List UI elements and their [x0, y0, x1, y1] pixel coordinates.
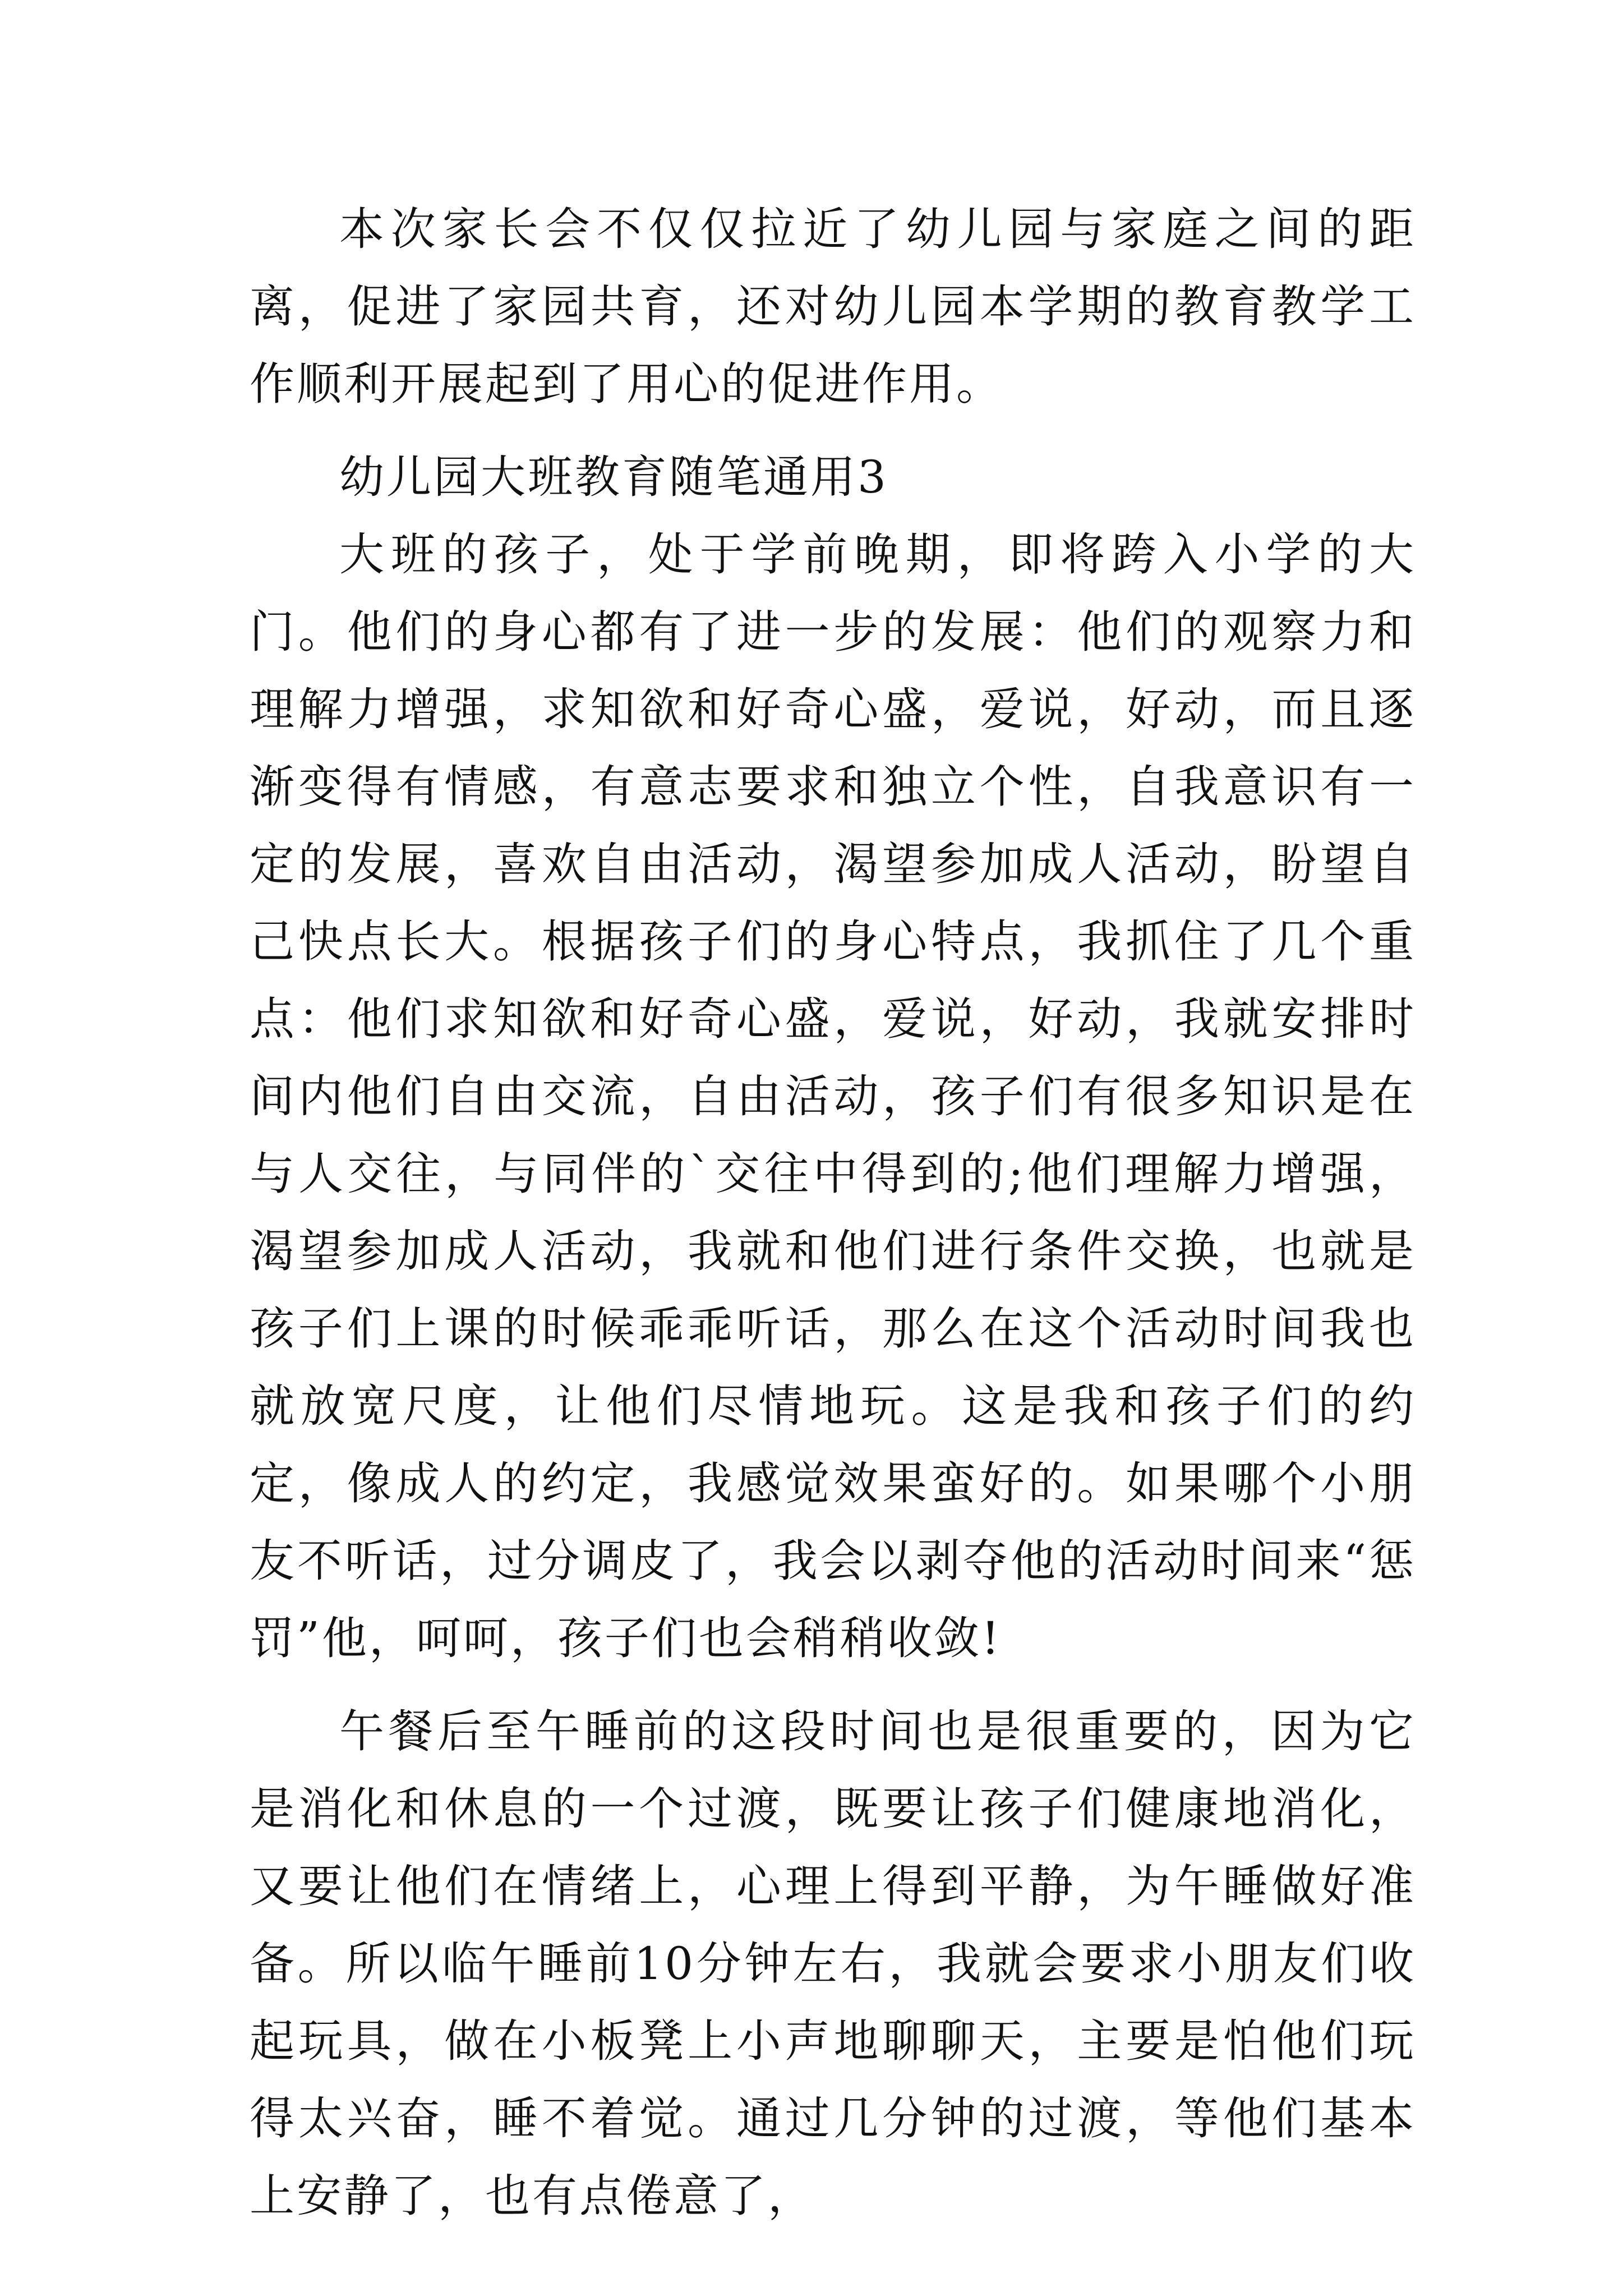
body-text — [250, 191, 1416, 2235]
paragraph-intro-conclusion: 本次家长会不仅仅拉近了幼儿园与家庭之间的距离，促进了家园共育，还对幼儿园本学期的教育教学工作顺利开展起到了用心的促进作用。 — [250, 203, 1416, 410]
paragraph-class-characteristics: 大班的孩子，处于学前晚期，即将跨入小学的大门。他们的身心都有了进一步的发展：他们的观察力和理解力增强，求知欲和好奇心盛，爱说，好动，而且逐渐变得有情感，有意志要求和独立个性，自我意识有一定的发展，喜欢自由活动，渴望参加成人活动，盼望自己快点长大。根据孩子们的身心特点，我抓住了几个重点：他们求知欲和好奇心盛，爱说，好动，我就安排时间内他们自由交流，自由活动，孩子们有很多知识是在与人交往，与同伴的`交往中得到的;他们理解力增强，渴望参加成人活动，我就和他们进行条件交换，也就是孩子们上课的时候乖乖听话，那么在这个活动时间我也就放宽尺度，让他们尽情地玩。这是我和孩子们的约定，像成人的约定，我感觉效果蛮好的。如果哪个小朋友不听话，过分调皮了，我会以剥夺他的活动时间来“惩罚”他，呵呵，孩子们也会稍稍收敛! — [250, 528, 1416, 1664]
paragraph-nap-routine: 午餐后至午睡前的这段时间也是很重要的，因为它是消化和休息的一个过渡，既要让孩子们健康地消化，又要让他们在情绪上，心理上得到平静，为午睡做好准备。所以临午睡前10分钟左右，我就会要求小朋友们收起玩具，做在小板凳上小声地聊聊天，主要是怕他们玩得太兴奋，睡不着觉。通过几分钟的过渡，等他们基本上安静了，也有点倦意了， — [250, 1705, 1416, 2222]
section-heading: 幼儿园大班教育随笔通用3 — [339, 451, 888, 503]
